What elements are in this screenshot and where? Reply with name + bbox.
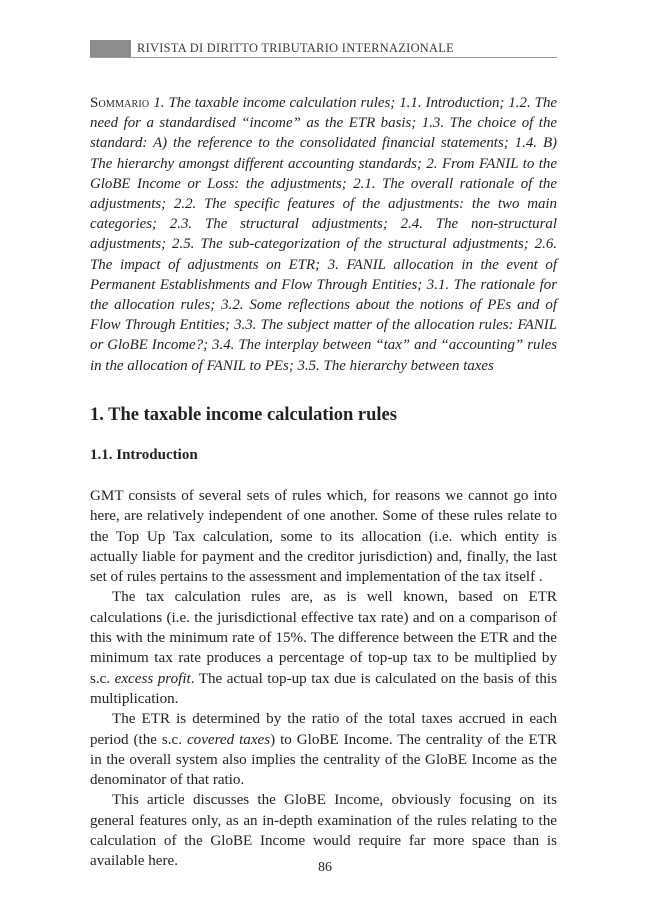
paragraph-2-emphasis: excess profit — [114, 670, 191, 687]
body-text — [90, 486, 557, 872]
paragraph-1 — [90, 486, 557, 587]
paragraph-3-text-a: The ETR is determined by the ratio of the total taxes accrued in each period (the s.c. — [90, 711, 557, 748]
summary-text: 1. The taxable income calculation rules; 1.1. Introduction; 1.2. The need for a standardised “income” as the ETR basis; 1.3. The choice of the standard: A) the reference to the consolidated financial statements; 1.4. B) The hierarchy amongst different accounting standards; 2. From FANIL to the GloBE Income or Loss: the adjustments; 2.1. The overall rationale of the adjustments; 2.2. The specific features of the adjustments: the two main categories; 2.3. The structural adjustments; 2.4. The non-structural adjustments; 2.5. The sub-categorization of the structural adjustments; 2.6. The impact of adjustments on ETR; 3. FANIL allocation in the event of Permanent Establishments and Flow Through Entities; 3.1. The rationale for the allocation rules; 3.2. Some reflections about the notions of PEs and of Flow Through Entities; 3.3. The subject matter of the allocation rules: FANIL or GloBE Income?; 3.4. The interplay between “tax” and “accounting” rules in the allocation of FANIL to PEs; 3.5. The hierarchy between taxes — [90, 95, 557, 374]
paragraph-2-text-b: . The actual top-up tax due is calculated on the basis of this multiplication. — [90, 670, 557, 707]
paragraph-3-emphasis: covered taxes — [186, 731, 271, 748]
summary-label: Sommario — [90, 95, 150, 111]
running-head — [90, 40, 557, 58]
paragraph-2-text-a: The tax calculation rules are, as is well known, based on ETR calculations (i.e. the jurisdictional effective tax rate) and on a comparison of this with the minimum rate of 15%. The difference between the ETR and the minimum tax rate produces a percentage of top-up tax to be multiplied by s.c. — [90, 589, 557, 687]
paragraph-1-text: GMT consists of several sets of rules which, for reasons we cannot go into here, are relatively independent of one another. Some of these rules relate to the Top Up Tax calculation, some to its allocation (i.e. which entity is actually liable for payment and the creditor jurisdiction) and, finally, the last set of rules pertains to the assessment and implementation of the tax itself . — [90, 488, 557, 586]
paragraph-2 — [90, 587, 557, 709]
summary-abstract — [90, 93, 557, 376]
running-head-bar — [90, 40, 131, 57]
paragraph-3-text-b: ) to GloBE Income. The centrality of the ETR in the overall system also implies the centrality of the GloBE Income as the denominator of that ratio. — [90, 731, 558, 789]
subsection-heading: 1.1. Introduction — [90, 447, 198, 463]
journal-title: RIVISTA DI DIRITTO TRIBUTARIO INTERNAZIONALE — [137, 41, 455, 55]
section-heading: 1. The taxable income calculation rules — [90, 405, 397, 425]
page-number: 86 — [318, 860, 332, 875]
paragraph-3 — [90, 709, 557, 790]
paragraph-4-text: This article discusses the GloBE Income, obviously focusing on its general features only, as an in-depth examination of the rules relating to the calculation of the GloBE Income would require far more space than is available here. — [90, 792, 557, 870]
